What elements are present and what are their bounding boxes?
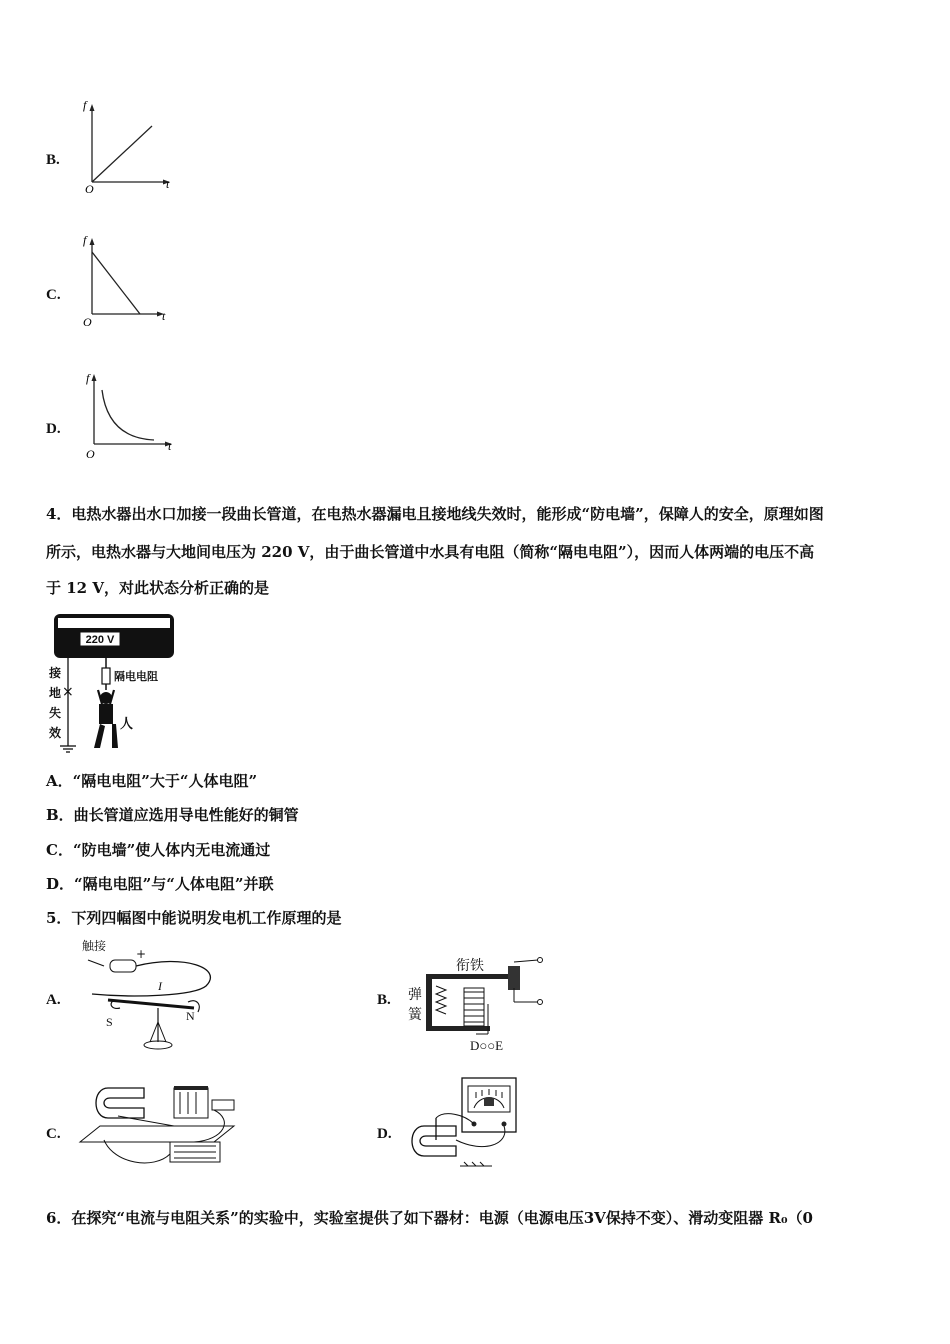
graph-d-xaxis: t xyxy=(168,439,172,453)
q5-option-a-label[interactable]: A. xyxy=(46,992,61,1008)
battery-box xyxy=(174,1088,208,1118)
oersted-experiment-figure xyxy=(74,938,224,1056)
generator-experiment-figure xyxy=(404,1074,544,1174)
q4-option-a[interactable]: A．“隔电电阻”大于“人体电阻” xyxy=(46,772,258,790)
q4-stem-line-1: 4．电热水器出水口加接一段曲长管道，在电热水器漏电且接地线失效时，能形成“防电墙”，保障人的安全，原理如图 xyxy=(46,505,824,523)
q5-option-c-label[interactable]: C. xyxy=(46,1126,61,1142)
isolation-resistor xyxy=(102,668,110,684)
spring-icon xyxy=(436,986,446,1014)
ground-failure-label: 接 地 失 效 xyxy=(49,666,62,740)
resistor-label: 隔电电阻 xyxy=(114,670,158,683)
svg-text:×: × xyxy=(62,684,74,700)
graph-c-origin: O xyxy=(83,315,92,329)
battery-icon xyxy=(110,960,136,972)
q4-option-c[interactable]: C．“防电墙”使人体内无电流通过 xyxy=(46,841,271,859)
touch-label: 触接 xyxy=(82,939,107,953)
graph-d-label: D. xyxy=(46,421,61,437)
q4-option-b[interactable]: B．曲长管道应选用导电性能好的铜管 xyxy=(46,806,299,824)
svg-text:+: + xyxy=(136,947,147,961)
person-label: 人 xyxy=(120,717,134,732)
q6-stem: 6．在探究“电流与电阻关系”的实验中，实验室提供了如下器材：电源（电源电压3V保持不变）、滑动变阻器 R₀（0 xyxy=(46,1209,813,1227)
person-icon xyxy=(94,690,118,748)
water-heater-figure xyxy=(44,610,214,755)
graph-c-yaxis: f xyxy=(83,233,87,247)
armature-label: 衔铁 xyxy=(456,958,484,974)
graph-c-curve xyxy=(92,252,140,314)
svg-text:I: I xyxy=(158,979,162,993)
graph-b-label: B. xyxy=(46,152,60,168)
graph-d-origin: O xyxy=(86,447,95,461)
spring-label: 弹 簧 xyxy=(408,987,422,1023)
relay-figure xyxy=(402,952,552,1054)
graph-b-origin: O xyxy=(85,182,94,196)
switch xyxy=(212,1100,234,1110)
graph-d xyxy=(82,370,182,465)
q5-stem: 5．下列四幅图中能说明发电机工作原理的是 xyxy=(46,909,342,927)
terminals-label: D○○E xyxy=(470,1038,504,1053)
graph-c-xaxis: t xyxy=(162,309,166,323)
graph-c-label: C. xyxy=(46,287,61,303)
q4-option-d[interactable]: D．“隔电电阻”与“人体电阻”并联 xyxy=(46,875,274,893)
graph-b-xaxis: t xyxy=(166,177,170,191)
motor-experiment-figure xyxy=(74,1080,249,1176)
svg-text:S: S xyxy=(106,1015,113,1029)
q4-stem-line-3: 于 12 V，对此状态分析正确的是 xyxy=(46,579,269,597)
graph-d-curve xyxy=(102,390,154,440)
svg-text:N: N xyxy=(186,1009,195,1023)
horseshoe-magnet xyxy=(412,1126,456,1156)
graph-b-yaxis: f xyxy=(83,98,87,112)
q5-option-d-label[interactable]: D. xyxy=(377,1126,392,1142)
graph-d-yaxis: f xyxy=(86,371,90,385)
horseshoe-magnet xyxy=(96,1088,144,1118)
graph-b xyxy=(80,100,180,195)
voltage-label: 220 V xyxy=(85,634,115,646)
graph-b-curve xyxy=(92,126,152,182)
compass-needle xyxy=(108,1000,194,1008)
q4-stem-line-2: 所示，电热水器与大地间电压为 220 V，由于曲长管道中水具有电阻（简称“隔电电阻”），因而人体两端的电压不高 xyxy=(46,543,815,561)
graph-c xyxy=(80,234,180,329)
q5-option-b-label[interactable]: B. xyxy=(377,992,391,1008)
